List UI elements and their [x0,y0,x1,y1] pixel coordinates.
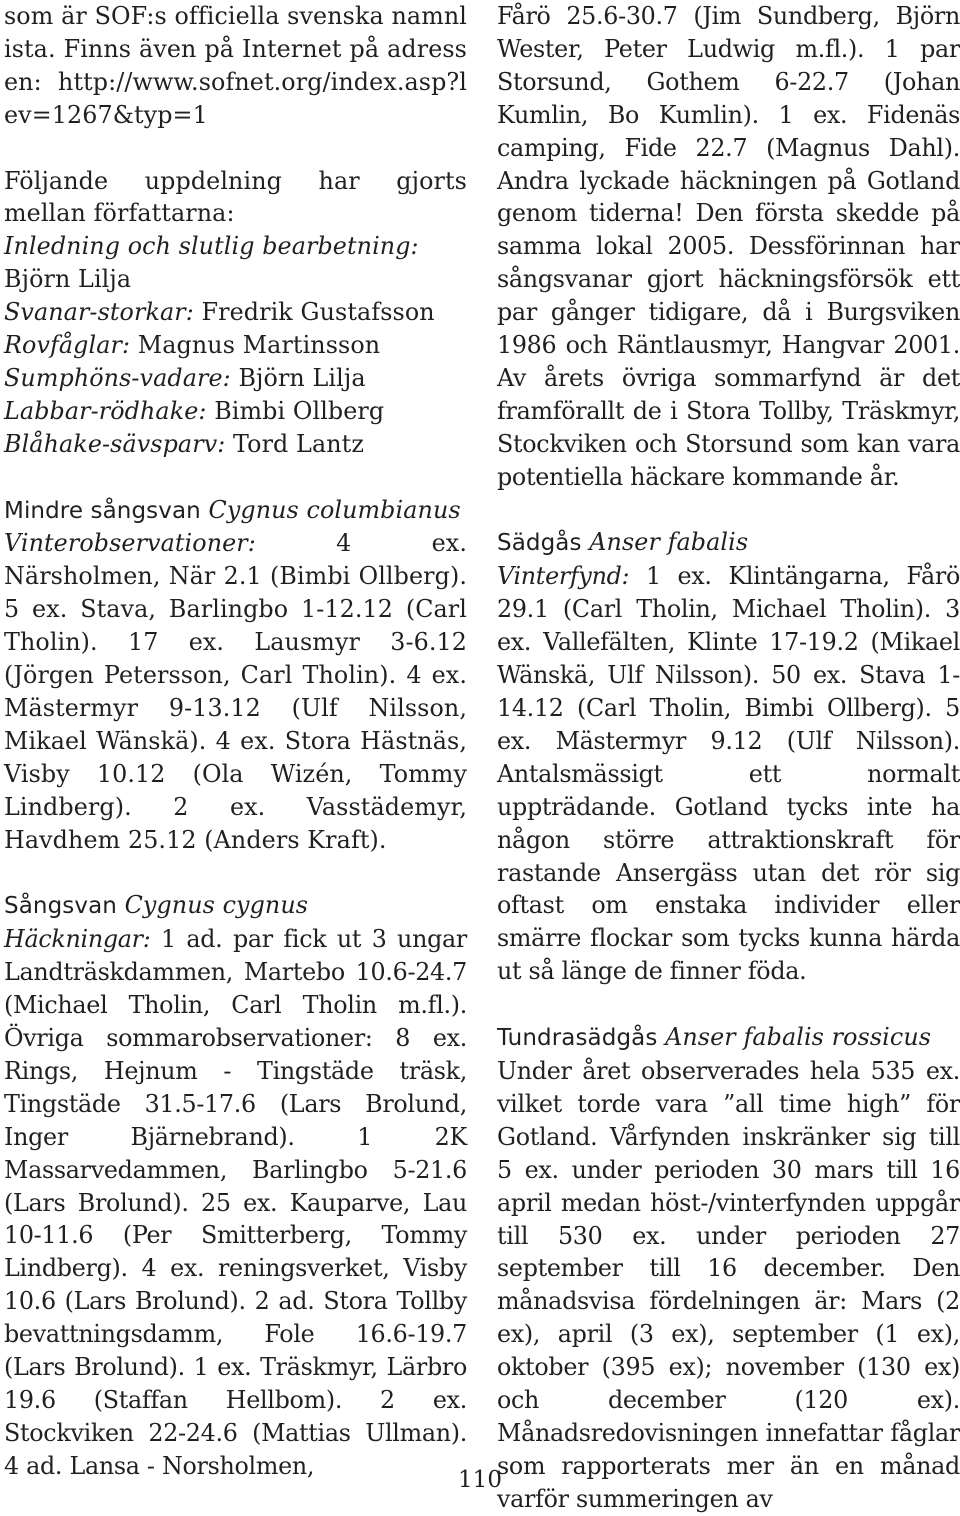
species-latin: Cygnus columbianus [208,495,461,524]
author-list [4,230,467,460]
species-name: Tundrasädgås [497,1025,658,1052]
intro-paragraph: som är SOF:s officiella svenska namnlista. Finns även på Internet på adressen: http://www.sofnet.org/index.asp?lev=1267&typ=1 [4,2,467,129]
species-text [4,527,467,856]
species-name: Sångsvan [4,893,117,920]
author-name: Fredrik Gustafsson [201,298,435,327]
observation-text: 1 ex. Klintängarna, Fårö 29.1 (Carl Tholin, Michael Tholin). 3 ex. Vallefälten, Klinte 17-19.2 (Mikael Wänskä, Ulf Nilsson). 50 ex. Stava 1-14.12 (Carl Tholin, Bimbi Ollberg). 5 ex. Mästermyr 9.12 (Ulf Nilsson). Antalsmässigt ett normalt uppträdande. Gotland tycks inte ha någon större attraktionskraft för rastande Ansergäss utan det rör sig oftast om enstaka individer eller smärre flockar som tycks kunna härda ut så länge de finner föda. [497,562,960,986]
species-text [497,560,960,988]
left-column [4,0,467,1483]
right-column [497,0,960,1516]
species-heading [4,494,467,528]
page-number: 110 [458,1467,502,1493]
observation-label: Vinterfynd: [497,562,630,591]
author-name: Bimbi Ollberg [214,396,385,425]
observation-label: Vinterobservationer: [4,529,256,558]
species-entry [4,889,467,1482]
author-section: Sumphöns-vadare: [4,363,231,392]
author-section: Rovfåglar: [4,331,131,360]
observation-label: Häckningar: [4,925,151,954]
continued-paragraph: Fårö 25.6-30.7 (Jim Sundberg, Björn Wester, Peter Ludwig m.fl.). 1 par Storsund, Gothem 6-22.7 (Johan Kumlin, Bo Kumlin). 1 ex. Fidenäs camping, Fide 22.7 (Magnus Dahl). Andra lyckade häckningen på Gotland genom tiderna! Den första skedde på samma lokal 2005. Dessförinnan har sångsvanar gjort häckningsförsök ett par gånger tidigare, då i Burgsviken 1986 och Räntlausmyr, Hangvar 2001. Av årets övriga sommarfynd är det framförallt de i Stora Tollby, Träskmyr, Stockviken och Storsund som kan vara potentiella häckare kommande år. [497,2,960,491]
observation-text: 1 ad. par fick ut 3 ungar Landträskdammen, Martebo 10.6-24.7 (Michael Tholin, Carl Tholin m.fl.). Övriga sommarobservationer: 8 ex. Rings, Hejnum - Tingstäde träsk, Tingstäde 31.5-17.6 (Lars Brolund, Inger Bjärnebrand). 1 2K Massarvedammen, Barlingbo 5-21.6 (Lars Brolund). 25 ex. Kauparve, Lau 10-11.6 (Per Smitterberg, Tommy Lindberg). 4 ex. reningsverket, Visby 10.6 (Lars Brolund). 2 ad. Stora Tollby bevattningsdamm, Fole 16.6-19.7 (Lars Brolund). 1 ex. Träskmyr, Lärbro 19.6 (Staffan Hellbom). 2 ex. Stockviken 22-24.6 (Mattias Ullman). 4 ad. Lansa - Norsholmen, [4,925,468,1480]
species-entry [497,526,960,988]
author-entry [4,230,467,296]
species-name: Mindre sångsvan [4,497,201,524]
species-entry [4,494,467,857]
author-entry [4,395,467,428]
species-entry [497,1021,960,1516]
author-section: Svanar-storkar: [4,298,194,327]
author-entry [4,428,467,461]
species-latin: Anser fabalis rossicus [665,1023,932,1052]
species-heading [497,526,960,560]
species-latin: Cygnus cygnus [124,891,309,920]
species-latin: Anser fabalis [589,528,749,557]
author-entry [4,362,467,395]
author-name: Björn Lilja [4,265,132,294]
species-name: Sädgås [497,530,582,557]
author-entry [4,296,467,329]
author-section: Blåhake-sävsparv: [4,429,226,458]
observation-text: 4 ex. Närsholmen, När 2.1 (Bimbi Ollberg). 5 ex. Stava, Barlingbo 1-12.12 (Carl Tholin). 17 ex. Lausmyr 3-6.12 (Jörgen Petersson, Carl Tholin). 4 ex. Mästermyr 9-13.12 (Ulf Nilsson, Mikael Wänskä). 4 ex. Stora Hästnäs, Visby 10.12 (Ola Wizén, Tommy Lindberg). 2 ex. Vasstädemyr, Havdhem 25.12 (Anders Kraft). [4,529,467,854]
author-entry [4,329,467,362]
author-section: Inledning och slutlig bearbetning: [4,232,419,261]
author-name: Magnus Martinsson [137,331,381,360]
species-heading [497,1021,960,1055]
species-heading [4,889,467,923]
authors-intro: Följande uppdelning har gjorts mellan författarna: [4,166,467,228]
author-section: Labbar-rödhake: [4,396,207,425]
species-text [4,923,467,1482]
species-text: Under året observerades hela 535 ex. vilket torde vara ”all time high” för Gotland. Vårfynden inskränker sig till 5 ex. under perioden 30 mars till 16 april medan höst-/vinterfynden uppgår till 530 ex. under perioden 27 september till 16 december. Den månadsvisa fördelningen är: Mars (2 ex), april (3 ex), september (1 ex), oktober (395 ex); november (130 ex) och december (120 ex). Månadsredovisningen innefattar fåglar som rapporterats mer än en månad varför summeringen av [497,1056,960,1513]
author-name: Björn Lilja [238,363,366,392]
author-name: Tord Lantz [233,429,364,458]
